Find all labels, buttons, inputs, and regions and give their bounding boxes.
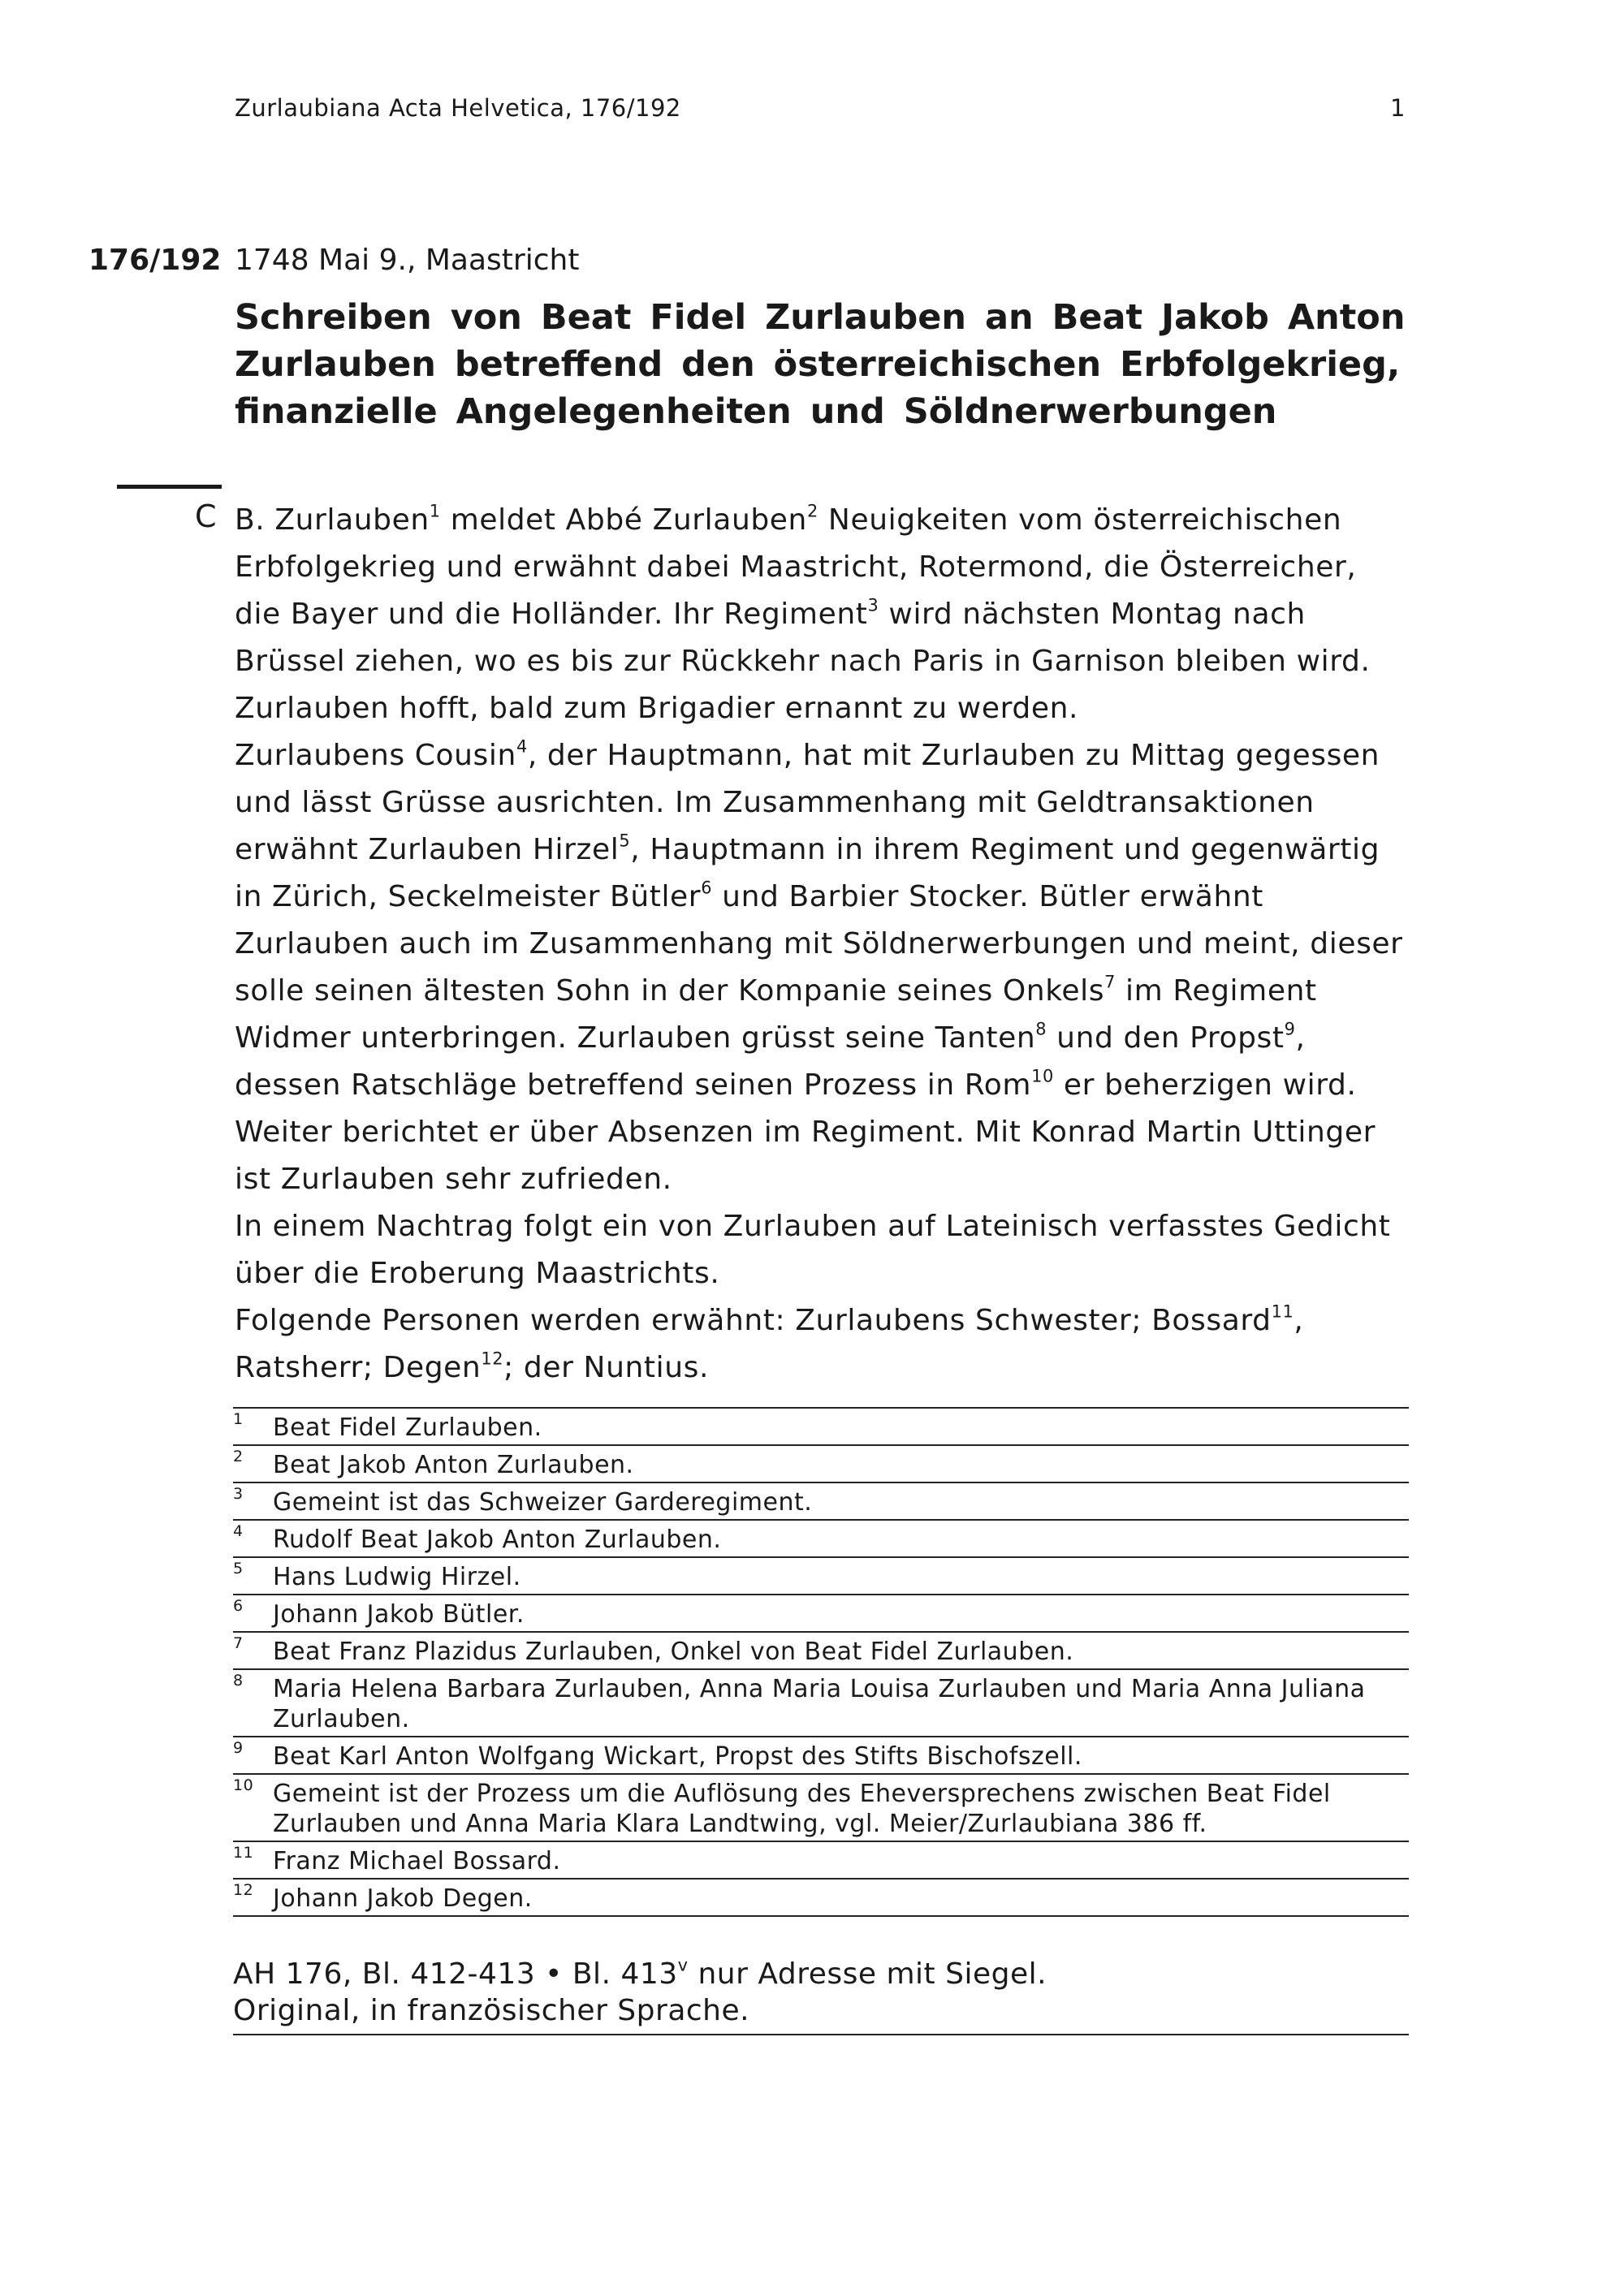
footnote-row (233, 1595, 1409, 1632)
text-run: AH 176, Bl. 412-413 • Bl. 413 (233, 1957, 678, 1991)
footnote-number: 4 (233, 1520, 273, 1557)
text-run: , der Hauptmann, hat mit Zurlauben zu Mittag gegessen und lässt Grüsse ausrichten. Im Zusammenhang mit Geldtransaktionen erwähnt Zurlauben Hirzel (235, 739, 1380, 866)
footnote-text: Gemeint ist das Schweizer Garderegiment. (273, 1482, 1409, 1520)
footnote-ref: 10 (1031, 1066, 1054, 1086)
text-run: , dessen Ratschläge betreffend seinen Prozess in Rom (235, 1021, 1306, 1102)
footnote-row (233, 1482, 1409, 1520)
source-line: Original, in französischer Sprache. (233, 1994, 750, 2027)
footnote-number: 2 (233, 1445, 273, 1482)
document-title: Schreiben von Beat Fidel Zurlauben an Beat Jakob Anton Zurlauben betreffend den österreichischen Erbfolgekrieg, finanzielle Angelegenheiten und Söldnerwerbungen (235, 297, 1406, 432)
footnote-ref: 11 (1271, 1301, 1294, 1322)
footnote-ref: 9 (1284, 1019, 1296, 1039)
footnote-row (233, 1520, 1409, 1557)
footnote-row (233, 1774, 1409, 1841)
footnote-text: Beat Jakob Anton Zurlauben. (273, 1445, 1409, 1482)
footnotes-table (233, 1407, 1409, 1917)
footnote-ref: 4 (516, 736, 528, 757)
footnote-row (233, 1557, 1409, 1595)
footnote-number: 12 (233, 1879, 273, 1916)
footnote-text: Johann Jakob Bütler. (273, 1595, 1409, 1632)
text-run: im Regiment Widmer unterbringen. Zurlauben grüsst seine Tanten (235, 974, 1317, 1055)
footnote-text: Maria Helena Barbara Zurlauben, Anna Maria Louisa Zurlauben und Maria Anna Juliana Zurlauben. (273, 1669, 1409, 1737)
text-run: wird nächsten Montag nach Brüssel ziehen, wo es bis zur Rückkehr nach Paris in Garnison bleiben wird. Zurlauben hofft, bald zum Brigadier ernannt zu werden. (235, 598, 1371, 725)
document-number: 176/192 (89, 244, 222, 277)
footnote-ref: 8 (1035, 1019, 1047, 1039)
footnote-row (233, 1445, 1409, 1482)
footnote-number: 9 (233, 1737, 273, 1774)
footnote-row (233, 1737, 1409, 1774)
summary-paragraph (235, 497, 1404, 732)
footnote-row (233, 1632, 1409, 1669)
footnote-row (233, 1879, 1409, 1916)
footnote-text: Beat Fidel Zurlauben. (273, 1408, 1409, 1445)
footnote-ref: 1 (429, 501, 441, 521)
footnote-ref: 5 (619, 831, 631, 851)
section-marker-rule (117, 485, 222, 489)
footnote-number: 11 (233, 1841, 273, 1879)
summary-paragraph: In einem Nachtrag folgt ein von Zurlauben auf Lateinisch verfasstes Gedicht über die Eroberung Maastrichts. (235, 1210, 1391, 1290)
footnote-text: Rudolf Beat Jakob Anton Zurlauben. (273, 1520, 1409, 1557)
text-run: Neuigkeiten vom österreichischen Erbfolgekrieg und erwähnt dabei Maastricht, Rotermond, die Österreicher, die Bayer und die Holländer. Ihr Regiment (235, 503, 1357, 631)
folio-verso-mark: v (677, 1955, 689, 1975)
summary-text (235, 497, 1404, 1392)
footnote-ref: 3 (867, 595, 879, 615)
text-run: Folgende Personen werden erwähnt: Zurlaubens Schwester; Bossard (235, 1304, 1272, 1337)
source-note (233, 1956, 1409, 2035)
text-run: ; der Nuntius. (503, 1351, 710, 1384)
footnote-ref: 12 (481, 1349, 504, 1369)
footnote-ref: 2 (806, 501, 818, 521)
footnote-number: 7 (233, 1632, 273, 1669)
footnote-number: 1 (233, 1408, 273, 1445)
footnote-row (233, 1841, 1409, 1879)
text-run: und Barbier Stocker. Bütler erwähnt Zurlauben auch im Zusammenhang mit Söldnerwerbungen und meint, dieser solle seinen ältesten Sohn in der Kompanie seines Onkels (235, 880, 1403, 1008)
page-number: 1 (1390, 94, 1406, 122)
footnote-text: Hans Ludwig Hirzel. (273, 1557, 1409, 1595)
footnote-text: Johann Jakob Degen. (273, 1879, 1409, 1916)
text-run: und den Propst (1047, 1021, 1285, 1055)
text-run: , Hauptmann in ihrem Regiment und gegenwärtig in Zürich, Seckelmeister Bütler (235, 833, 1380, 913)
summary-paragraph (235, 732, 1404, 1203)
summary-paragraph (235, 1297, 1404, 1392)
footnote-number: 10 (233, 1774, 273, 1841)
text-run: , Ratsherr; Degen (235, 1304, 1304, 1384)
text-run: er beherzigen wird. Weiter berichtet er über Absenzen im Regiment. Mit Konrad Martin Uttinger ist Zurlauben sehr zufrieden. (235, 1068, 1376, 1196)
footnote-text: Franz Michael Bossard. (273, 1841, 1409, 1879)
footnote-text: Beat Franz Plazidus Zurlauben, Onkel von Beat Fidel Zurlauben. (273, 1632, 1409, 1669)
footnote-number: 8 (233, 1669, 273, 1737)
footnote-text: Gemeint ist der Prozess um die Auflösung des Eheversprechens zwischen Beat Fidel Zurlauben und Anna Maria Klara Landtwing, vgl. Meier/Zurlaubiana 386 ff. (273, 1774, 1409, 1841)
text-run: B. Zurlauben (235, 503, 430, 537)
footnote-text: Beat Karl Anton Wolfgang Wickart, Propst des Stifts Bischofszell. (273, 1737, 1409, 1774)
footnote-number: 3 (233, 1482, 273, 1520)
section-marker-letter: C (195, 498, 217, 534)
footnote-number: 6 (233, 1595, 273, 1632)
footnote-ref: 7 (1104, 972, 1116, 992)
text-run: nur Adresse mit Siegel. (688, 1957, 1047, 1991)
text-run: Zurlaubens Cousin (235, 739, 516, 772)
running-title: Zurlaubiana Acta Helvetica, 176/192 (235, 94, 681, 122)
footnote-row (233, 1669, 1409, 1737)
text-run: meldet Abbé Zurlauben (440, 503, 807, 537)
footnote-number: 5 (233, 1557, 273, 1595)
source-line (233, 1956, 1409, 1992)
footnote-ref: 6 (701, 878, 713, 898)
document-date-place: 1748 Mai 9., Maastricht (235, 244, 580, 277)
footnote-row (233, 1408, 1409, 1445)
